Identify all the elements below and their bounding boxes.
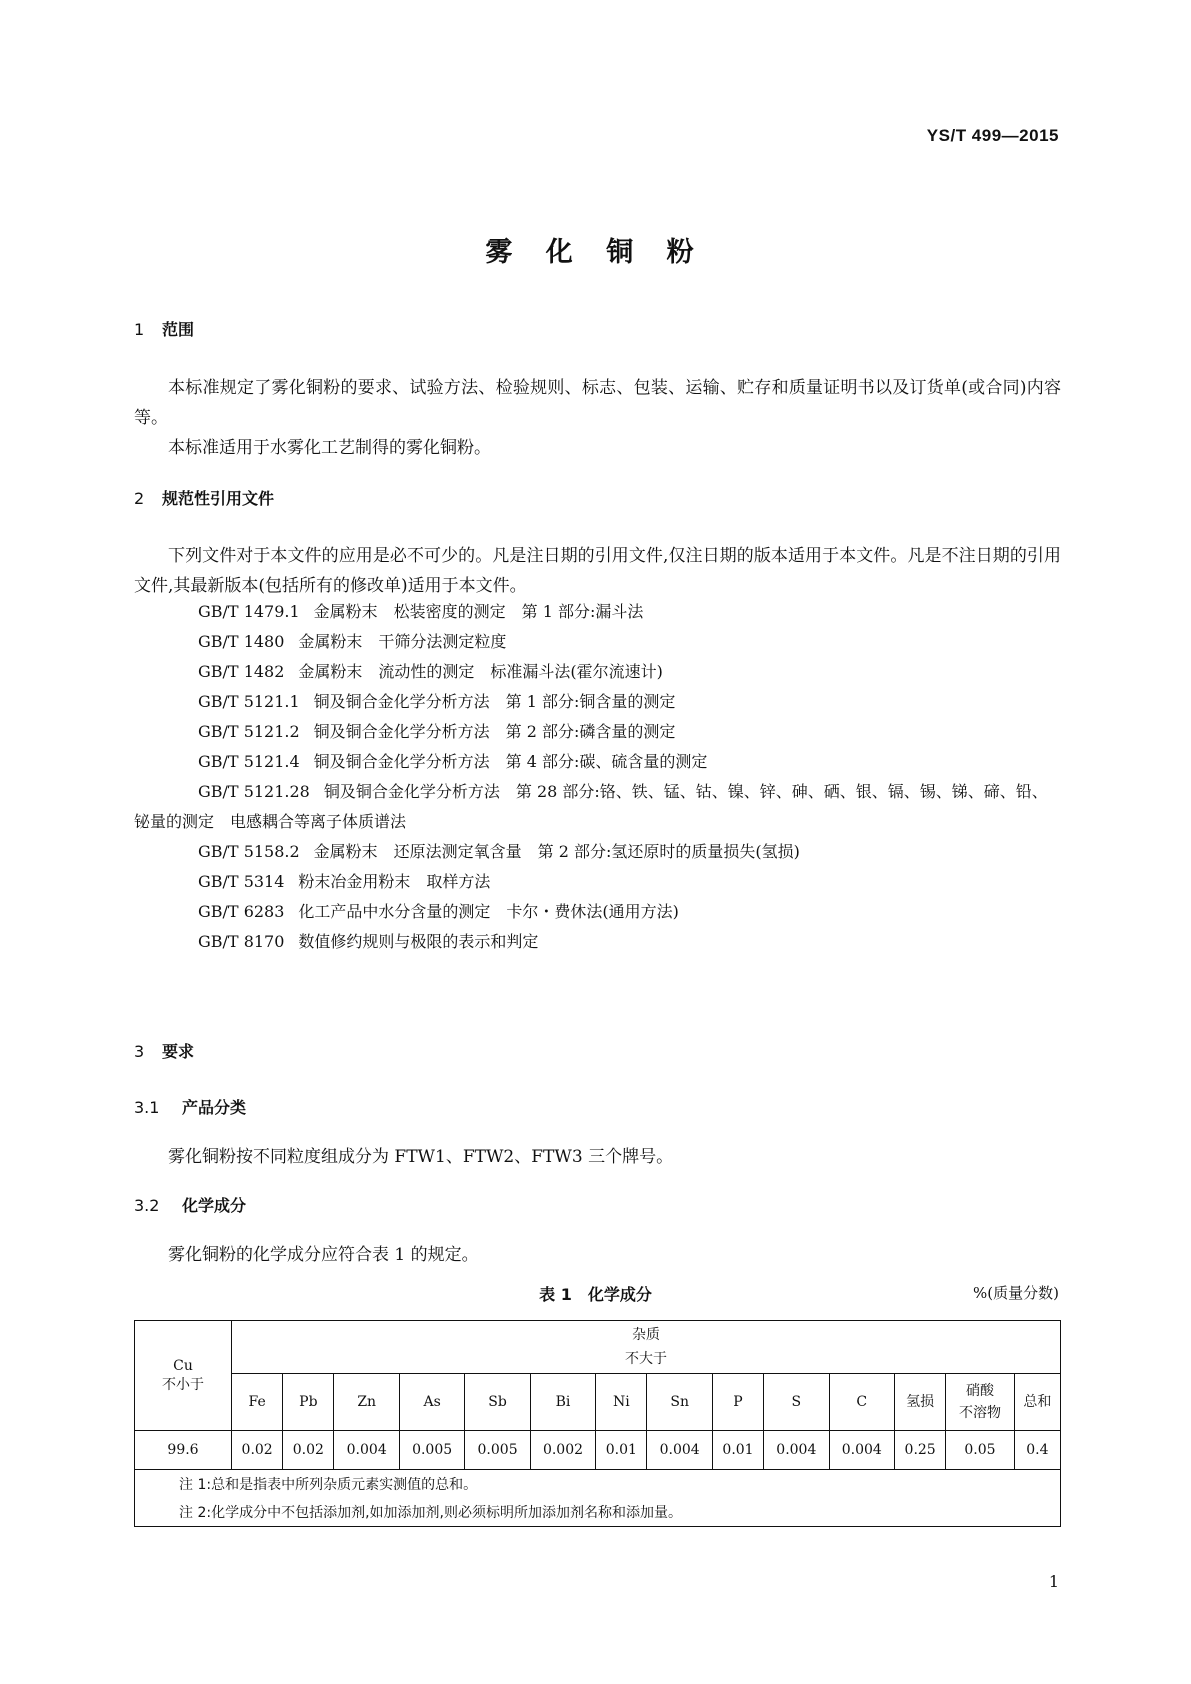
section-3-1-heading: [134, 1095, 246, 1118]
reference-title: 铜及铜合金化学分析方法 第 4 部分:碳、硫含量的测定: [313, 752, 708, 771]
reference-item: [134, 657, 1061, 687]
reference-item: [134, 927, 1061, 957]
reference-code: GB/T 5121.1: [198, 692, 300, 711]
reference-item: [134, 777, 1061, 837]
reference-title: 铜及铜合金化学分析方法 第 28 部分:铬、铁、锰、钴、镍、锌、砷、硒、银、镉、锡、锑、碲、铅、铋量的测定 电感耦合等离子体质谱法: [134, 782, 1048, 831]
section-3-2-body: [134, 1240, 1061, 1270]
element-header-line: 硝酸: [965, 1383, 994, 1399]
paragraph: 雾化铜粉的化学成分应符合表 1 的规定。: [168, 1245, 479, 1265]
reference-code: GB/T 5158.2: [198, 842, 300, 861]
table-unit: %(质量分数): [973, 1284, 1059, 1302]
section-3-1-body: [134, 1142, 1061, 1172]
reference-item: [134, 837, 1061, 867]
section-number: 3.2: [134, 1196, 160, 1215]
element-header: As: [399, 1374, 464, 1431]
reference-item: [134, 627, 1061, 657]
cu-label: Cu: [173, 1357, 193, 1374]
element-header-insoluble: [946, 1374, 1014, 1431]
page-number: 1: [1048, 1572, 1059, 1591]
reference-code: GB/T 5121.28: [198, 782, 310, 801]
section-number: 3.1: [134, 1098, 160, 1117]
reference-title: 铜及铜合金化学分析方法 第 2 部分:磷含量的测定: [313, 722, 676, 741]
reference-title: 粉末冶金用粉末 取样方法: [298, 872, 491, 891]
element-header: 总和: [1014, 1374, 1060, 1431]
reference-item: [134, 867, 1061, 897]
paragraph: 本标准适用于水雾化工艺制得的雾化铜粉。: [168, 438, 491, 458]
reference-title: 铜及铜合金化学分析方法 第 1 部分:铜含量的测定: [313, 692, 676, 711]
table-note-row: [135, 1470, 1061, 1499]
reference-list: [134, 597, 1061, 957]
reference-code: GB/T 1479.1: [198, 602, 300, 621]
reference-title: 金属粉末 干筛分法测定粒度: [298, 632, 507, 651]
reference-title: 金属粉末 流动性的测定 标准漏斗法(霍尔流速计): [298, 662, 663, 681]
table-note-row: [135, 1498, 1061, 1527]
paragraph: 本标准规定了雾化铜粉的要求、试验方法、检验规则、标志、包装、运输、贮存和质量证明书以及订货单(或合同)内容等。: [134, 378, 1061, 428]
reference-code: GB/T 8170: [198, 932, 285, 951]
reference-title: 金属粉末 还原法测定氧含量 第 2 部分:氢还原时的质量损失(氢损): [313, 842, 800, 861]
element-header: Ni: [596, 1374, 647, 1431]
reference-code: GB/T 1480: [198, 632, 285, 651]
cu-limit-label: 不小于: [162, 1376, 204, 1393]
standard-code: YS/T 499—2015: [926, 126, 1059, 145]
section-1-body: [134, 373, 1061, 463]
element-header-line: 不溶物: [958, 1405, 1001, 1421]
table-note: 注 1:总和是指表中所列杂质元素实测值的总和。: [135, 1470, 1061, 1499]
section-2-heading: [134, 486, 274, 509]
section-title: 要求: [162, 1042, 195, 1061]
section-title: 规范性引用文件: [162, 489, 275, 508]
reference-code: GB/T 5121.2: [198, 722, 300, 741]
value-cell: 0.4: [1014, 1431, 1060, 1470]
impurity-header-cell: [232, 1321, 1061, 1374]
section-1-heading: [134, 317, 194, 340]
value-cell: 0.002: [530, 1431, 595, 1470]
section-number: 2: [134, 489, 145, 508]
reference-item: [134, 597, 1061, 627]
value-cell: 0.01: [712, 1431, 763, 1470]
reference-item: [134, 747, 1061, 777]
value-cell: 0.02: [283, 1431, 334, 1470]
paragraph: 雾化铜粉按不同粒度组成分为 FTW1、FTW2、FTW3 三个牌号。: [168, 1147, 674, 1167]
table-note: 注 2:化学成分中不包括添加剂,如加添加剂,则必须标明所加添加剂名称和添加量。: [135, 1498, 1061, 1527]
impurity-limit-label: 不大于: [625, 1351, 667, 1367]
section-2-intro: [134, 541, 1061, 601]
value-cell: 99.6: [135, 1431, 232, 1470]
reference-item: [134, 717, 1061, 747]
section-title: 化学成分: [182, 1196, 247, 1215]
element-header: Bi: [530, 1374, 595, 1431]
section-title: 产品分类: [182, 1098, 247, 1117]
reference-item: [134, 897, 1061, 927]
element-header: Sb: [465, 1374, 530, 1431]
section-number: 3: [134, 1042, 145, 1061]
document-title: 雾 化 铜 粉: [485, 237, 706, 268]
reference-code: GB/T 5314: [198, 872, 285, 891]
value-cell: 0.004: [829, 1431, 894, 1470]
section-3-heading: [134, 1039, 194, 1062]
paragraph: 下列文件对于本文件的应用是必不可少的。凡是注日期的引用文件,仅注日期的版本适用于本文件。凡是不注日期的引用文件,其最新版本(包括所有的修改单)适用于本文件。: [134, 546, 1061, 596]
element-header: Fe: [232, 1374, 283, 1431]
element-header-row: [135, 1374, 1061, 1431]
element-header: Pb: [283, 1374, 334, 1431]
value-cell: 0.005: [465, 1431, 530, 1470]
section-3-2-heading: [134, 1193, 246, 1216]
element-header: Sn: [647, 1374, 712, 1431]
reference-code: GB/T 5121.4: [198, 752, 300, 771]
section-title: 范围: [162, 320, 195, 339]
table-header-row: [135, 1321, 1061, 1374]
element-header: S: [764, 1374, 829, 1431]
value-cell: 0.004: [647, 1431, 712, 1470]
value-cell: 0.005: [399, 1431, 464, 1470]
table-row: [135, 1431, 1061, 1470]
cu-header-cell: [135, 1321, 232, 1431]
reference-title: 化工产品中水分含量的测定 卡尔・费休法(通用方法): [298, 902, 679, 921]
reference-code: GB/T 6283: [198, 902, 285, 921]
element-header: Zn: [334, 1374, 399, 1431]
element-header: P: [712, 1374, 763, 1431]
element-header: C: [829, 1374, 894, 1431]
table-caption: 表 1 化学成分: [539, 1285, 652, 1304]
section-number: 1: [134, 320, 145, 339]
reference-title: 数值修约规则与极限的表示和判定: [298, 932, 539, 951]
reference-title: 金属粉末 松装密度的测定 第 1 部分:漏斗法: [313, 602, 644, 621]
reference-item: [134, 687, 1061, 717]
element-header: 氢损: [895, 1374, 946, 1431]
value-cell: 0.004: [764, 1431, 829, 1470]
value-cell: 0.25: [895, 1431, 946, 1470]
impurity-label: 杂质: [632, 1327, 660, 1343]
chemical-composition-table: [134, 1320, 1061, 1527]
value-cell: 0.05: [946, 1431, 1014, 1470]
value-cell: 0.02: [232, 1431, 283, 1470]
value-cell: 0.004: [334, 1431, 399, 1470]
reference-code: GB/T 1482: [198, 662, 285, 681]
value-cell: 0.01: [596, 1431, 647, 1470]
